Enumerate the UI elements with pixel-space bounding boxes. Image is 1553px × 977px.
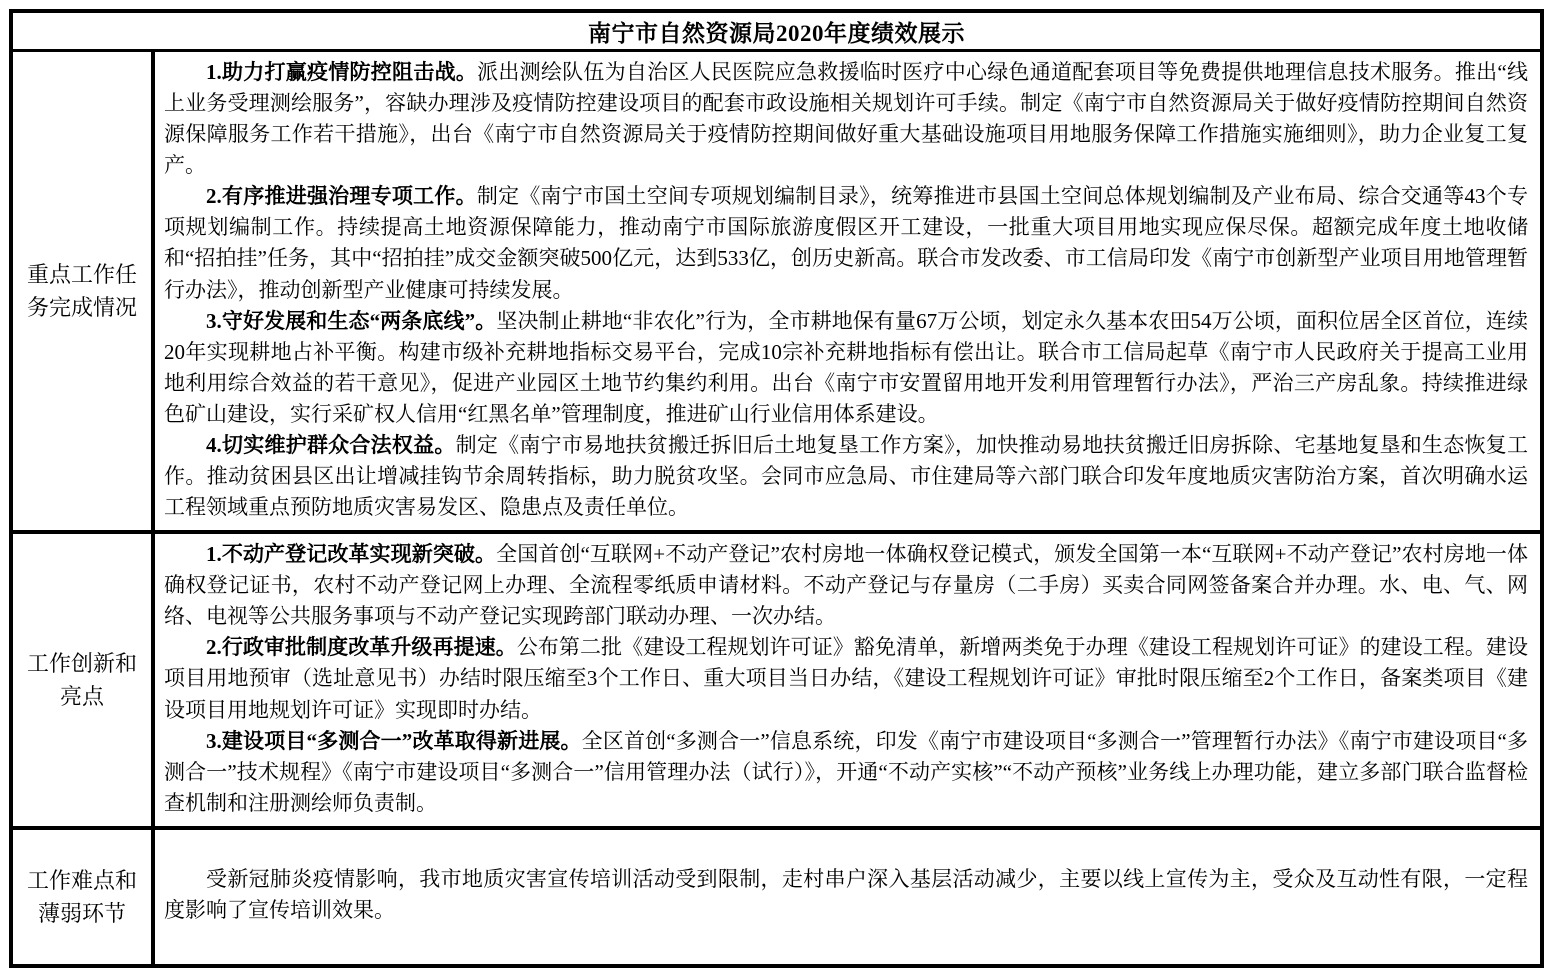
table-row-key-tasks <box>13 52 1540 534</box>
page-title: 南宁市自然资源局2020年度绩效展示 <box>13 13 1540 52</box>
paragraph <box>164 306 1528 430</box>
paragraph-lead: 2.行政审批制度改革升级再提速。 <box>206 635 517 660</box>
paragraph <box>164 430 1528 523</box>
paragraph <box>164 181 1528 305</box>
paragraph-body: 受新冠肺炎疫情影响，我市地质灾害宣传培训活动受到限制，走村串户深入基层活动减少，主要以线上宣传为主，受众及互动性有限，一定程度影响了宣传培训效果。 <box>164 866 1528 922</box>
table-row-innovations <box>13 534 1540 830</box>
row-header-key-tasks <box>13 52 155 530</box>
row-header-difficulties <box>13 830 155 964</box>
row-header-label: 工作创新和亮点 <box>27 651 138 710</box>
paragraph-body: 全区首创“多测合一”信息系统，印发《南宁市建设项目“多测合一”管理暂行办法》《南宁市建设项目“多测合一”技术规程》《南宁市建设项目“多测合一”信用管理办法（试行）》，开通“不动产实核”“不动产预核”业务线上办理功能，建立多部门联合监督检查机制和注册测绘师负责制。 <box>164 728 1528 815</box>
paragraph-lead: 4.切实维护群众合法权益。 <box>206 432 456 457</box>
paragraph-body: 全国首创“互联网+不动产登记”农村房地一体确权登记模式，颁发全国第一本“互联网+不动产登记”农村房地一体确权登记证书，农村不动产登记网上办理、全流程零纸质申请材料。不动产登记与存量房（二手房）买卖合同网签备案合并办理。水、电、气、网络、电视等公共服务事项与不动产登记实现跨部门联动办理、一次办结。 <box>164 542 1529 629</box>
paragraph-body: 公布第二批《建设工程规划许可证》豁免清单，新增两类免于办理《建设工程规划许可证》的建设工程。建设项目用地预审（选址意见书）办结时限压缩至3个工作日、重大项目当日办结，《建设工程规划许可证》审批时限压缩至2个工作日，备案类项目《建设项目用地规划许可证》实现即时办结。 <box>164 635 1528 722</box>
row-header-label: 重点工作任务完成情况 <box>27 262 138 321</box>
row-content-key-tasks <box>155 52 1540 530</box>
paragraph <box>164 632 1528 725</box>
row-content-innovations <box>155 534 1540 826</box>
paragraph-lead: 1.不动产登记改革实现新突破。 <box>206 542 497 567</box>
table-row-difficulties <box>13 830 1540 964</box>
paragraph-body: 派出测绘队伍为自治区人民医院应急救援临时医疗中心绿色通道配套项目等免费提供地理信息技术服务。推出“线上业务受理测绘服务”，容缺办理涉及疫情防控建设项目的配套市政设施相关规划许可手续。制定《南宁市自然资源局关于做好疫情防控期间自然资源保障服务工作若干措施》，出台《南宁市自然资源局关于疫情防控期间做好重大基础设施项目用地服务保障工作措施实施细则》，助力企业复工复产。 <box>164 60 1528 178</box>
paragraph-lead: 2.有序推进强治理专项工作。 <box>206 184 477 209</box>
paragraph-body: 坚决制止耕地“非农化”行为，全市耕地保有量67万公顷，划定永久基本农田54万公顷，面积位居全区首位，连续20年实现耕地占补平衡。构建市级补充耕地指标交易平台，完成10宗补充耕地指标有偿出让。联合市工信局起草《南宁市人民政府关于提高工业用地利用综合效益的若干意见》，促进产业园区土地节约集约利用。出台《南宁市安置留用地开发利用管理暂行办法》，严治三产房乱象。持续推进绿色矿山建设，实行采矿权人信用“红黑名单”管理制度，推进矿山行业信用体系建设。 <box>164 308 1529 426</box>
row-content-difficulties <box>155 830 1540 964</box>
paragraph-lead: 3.建设项目“多测合一”改革取得新进展。 <box>206 728 582 753</box>
paragraph-body: 制定《南宁市国土空间专项规划编制目录》，统筹推进市县国土空间总体规划编制及产业布局、综合交通等43个专项规划编制工作。持续提高土地资源保障能力，推动南宁市国际旅游度假区开工建设，一批重大项目用地实现应保尽保。超额完成年度土地收储和“招拍挂”任务，其中“招拍挂”成交金额突破500亿元，达到533亿，创历史新高。联合市发改委、市工信局印发《南宁市创新型产业项目用地管理暂行办法》，推动创新型产业健康可持续发展。 <box>164 184 1528 302</box>
paragraph-body: 制定《南宁市易地扶贫搬迁拆旧后土地复垦工作方案》，加快推动易地扶贫搬迁旧房拆除、宅基地复垦和生态恢复工作。推动贫困县区出让增减挂钩节余周转指标，助力脱贫攻坚。会同市应急局、市住建局等六部门联合印发年度地质灾害防治方案，首次明确水运工程领域重点预防地质灾害易发区、隐患点及责任单位。 <box>164 432 1528 520</box>
paragraph <box>164 726 1528 819</box>
row-header-innovations <box>13 534 155 826</box>
paragraph-lead: 1.助力打赢疫情防控阻击战。 <box>206 60 478 84</box>
paragraph-lead: 3.守好发展和生态“两条底线”。 <box>206 308 497 333</box>
paragraph <box>164 539 1528 632</box>
paragraph <box>164 864 1528 926</box>
paragraph <box>164 57 1528 181</box>
row-header-label: 工作难点和薄弱环节 <box>27 867 138 926</box>
performance-table <box>9 9 1544 968</box>
